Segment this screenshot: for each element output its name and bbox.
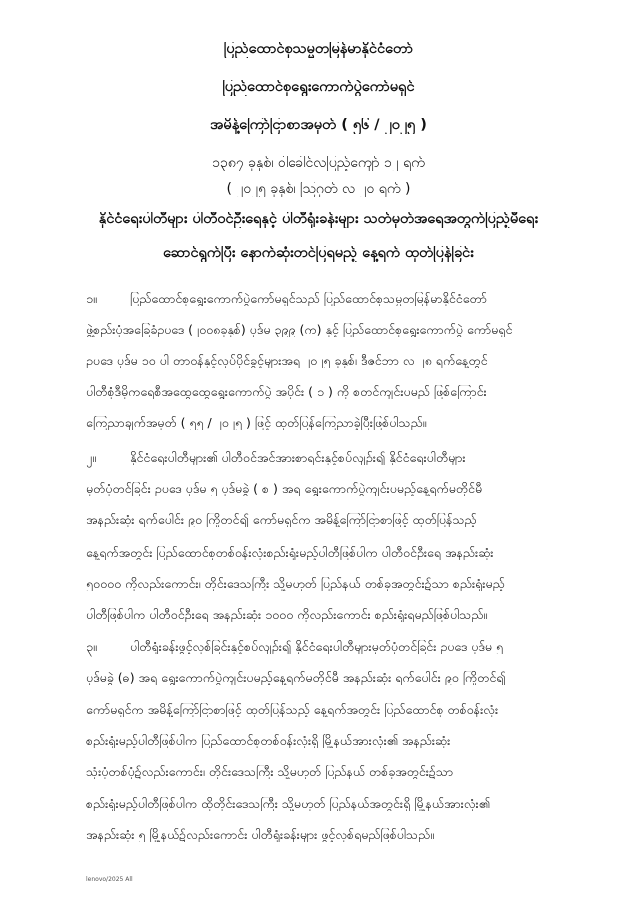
paragraph-3-line-1: ပါတီရုံးခန်းဖွင့်လှစ်ခြင်းနှင့်စပ်လျဉ်း၍ နိုင်ငံရေးပါတီများမှတ်ပုံတင်ခြင်း ဥပဒေ ပုဒ်မ ၅ (130, 640, 503, 654)
paragraph-1-line-1: ပြည်ထောင်စုရွေးကောက်ပွဲကော်မရှင်သည် ပြည်ထောင်စုသမ္မတမြန်မာနိုင်ငံတော် (130, 292, 487, 306)
paragraph-2-line-2: မှတ်ပုံတင်ခြင်း ဥပဒေ ပုဒ်မ ၅ ပုဒ်မခွဲ ( စ ) အရ ရွေးကောက်ပွဲကျင်းပမည့်နေ့ရက်မတိုင်မီ (86, 482, 483, 496)
paragraph-2-line-6: ပါတီဖြစ်ပါက ပါတီဝင်ဦးရေ အနည်းဆုံး ၁၀၀၀ ကိုလည်းကောင်း စည်းရုံးရမည်ဖြစ်ပါသည်။ (86, 608, 488, 622)
header-country: ပြည်ထောင်စုသမ္မတမြန်မာနိုင်ငံတော် (223, 42, 414, 57)
paragraph-1-line-2: ဖွဲ့စည်းပုံအခြေခံဥပဒေ (၂၀၀၈ခုနှစ်) ပုဒ်မ ၃၉၉ (က) နှင့် ပြည်ထောင်စုရွေးကောက်ပွဲ ကော်မရှင် (86, 323, 513, 337)
subject-line-2: ဆောင်ရွက်ပြီး နောက်ဆုံးတင်ပြရမည့် နေ့ရက် ထုတ်ပြန်ခြင်း (163, 246, 474, 261)
paragraph-2-line-4: နေ့ရက်အတွင်း ပြည်ထောင်စုတစ်ဝန်းလုံးစည်းရုံးမည့်ပါတီဖြစ်ပါက ပါတီဝင်ဦးရေ အနည်းဆုံး (86, 546, 494, 560)
paragraph-3-line-2: ပုဒ်မခွဲ (ဓ) အရ ရွေးကောက်ပွဲကျင်းပမည့်နေ့ရက်မတိုင်မီ အနည်းဆုံး ရက်ပေါင်း ၉၀ ကြိုတင်၍ (86, 671, 506, 685)
paragraph-1-number: ၁။ (86, 291, 97, 306)
header-commission: ပြည်ထောင်စုရွေးကောက်ပွဲကော်မရှင် (222, 80, 415, 95)
paragraph-3-line-3: ကော်မရှင်က အမိန့်ကြော်ငြာစာဖြင့် ထုတ်ပြန်သည့် နေ့ရက်အတွင်း ပြည်ထောင်စု တစ်ဝန်းလုံး (86, 703, 499, 717)
paragraph-3-line-5: သုံးပုံတစ်ပုံ၌လည်းကောင်း၊ တိုင်းဒေသကြီး သို့မဟုတ် ပြည်နယ် တစ်ခုအတွင်း၌သာ (86, 765, 454, 779)
paragraph-3-line-4: စည်းရုံးမည့်ပါတီဖြစ်ပါက ပြည်ထောင်စုတစ်ဝန်းလုံးရှိ မြို့နယ်အားလုံး၏ အနည်းဆုံး (86, 734, 451, 748)
paragraph-2-line-1: နိုင်ငံရေးပါတီများ၏ ပါတီဝင်အင်အားစာရင်းနှင့်စပ်လျဉ်း၍ နိုင်ငံရေးပါတီများ (130, 451, 466, 465)
date-myanmar: ၁၃၈၇ ခုနှစ်၊ ဝါခေါင်လပြည့်ကျော် ၁၂ ရက် (212, 156, 425, 171)
paragraph-3-line-6: စည်းရုံးမည့်ပါတီဖြစ်ပါက ထိုတိုင်းဒေသကြီး သို့မဟုတ် ပြည်နယ်အတွင်းရှိ မြို့နယ်အားလုံး၏ (86, 797, 490, 811)
subject-line-1: နိုင်ငံရေးပါတီများ ပါတီဝင်ဦးရေနှင့် ပါတီရုံးခန်းများ သတ်မှတ်အရေအတွက်ပြည့်မီရေး (98, 212, 539, 227)
paragraph-3-number: ၃။ (86, 639, 97, 654)
paragraph-3-line-7: အနည်းဆုံး ၅ မြို့နယ်၌လည်းကောင်း ပါတီရုံးခန်းများ ဖွင့်လှစ်ရမည်ဖြစ်ပါသည်။ (86, 828, 434, 842)
date-gregorian: ( ၂၀၂၅ ခုနှစ်၊ ဩဂုတ် လ ၂၀ ရက် ) (226, 182, 411, 197)
paragraph-1-line-4: ပါတီစုံဒီမိုကရေစီအထွေထွေရွေးကောက်ပွဲ အပိုင်း ( ၁ ) ကို စတင်ကျင်းပမည် ဖြစ်ကြောင်း (86, 385, 487, 399)
paragraph-1-line-3: ဥပဒေ ပုဒ်မ ၁၀ ပါ တာဝန်နှင့်လုပ်ပိုင်ခွင့်များအရ ၂၀၂၅ ခုနှစ်၊ ဒီဇင်ဘာ လ ၂၈ ရက်နေ့တွင် (86, 354, 488, 368)
paragraph-2-line-5: ၅၀၀၀၀ ကိုလည်းကောင်း၊ တိုင်းဒေသကြီး သို့မဟုတ် ပြည်နယ် တစ်ခုအတွင်း၌သာ စည်းရုံးမည့် (86, 577, 505, 591)
header-order-number: အမိန့်ကြော်ငြာစာအမှတ် ( ၅၆ / ၂၀၂၅ ) (210, 118, 427, 133)
paragraph-2-number: ၂။ (86, 450, 96, 465)
footer-note: lenovo/2025 All (86, 876, 133, 883)
paragraph-2-line-3: အနည်းဆုံး ရက်ပေါင်း ၉၀ ကြိုတင်၍ ကော်မရှင်က အမိန့်ကြော်ငြာစာဖြင့် ထုတ်ပြန်သည့် (86, 513, 477, 527)
paragraph-1-line-5: ကြေညာချက်အမှတ် ( ၅၅ / ၂၀၂၅ ) ဖြင့် ထုတ်ပြန်ကြေညာခဲ့ပြီးဖြစ်ပါသည်။ (86, 416, 427, 430)
